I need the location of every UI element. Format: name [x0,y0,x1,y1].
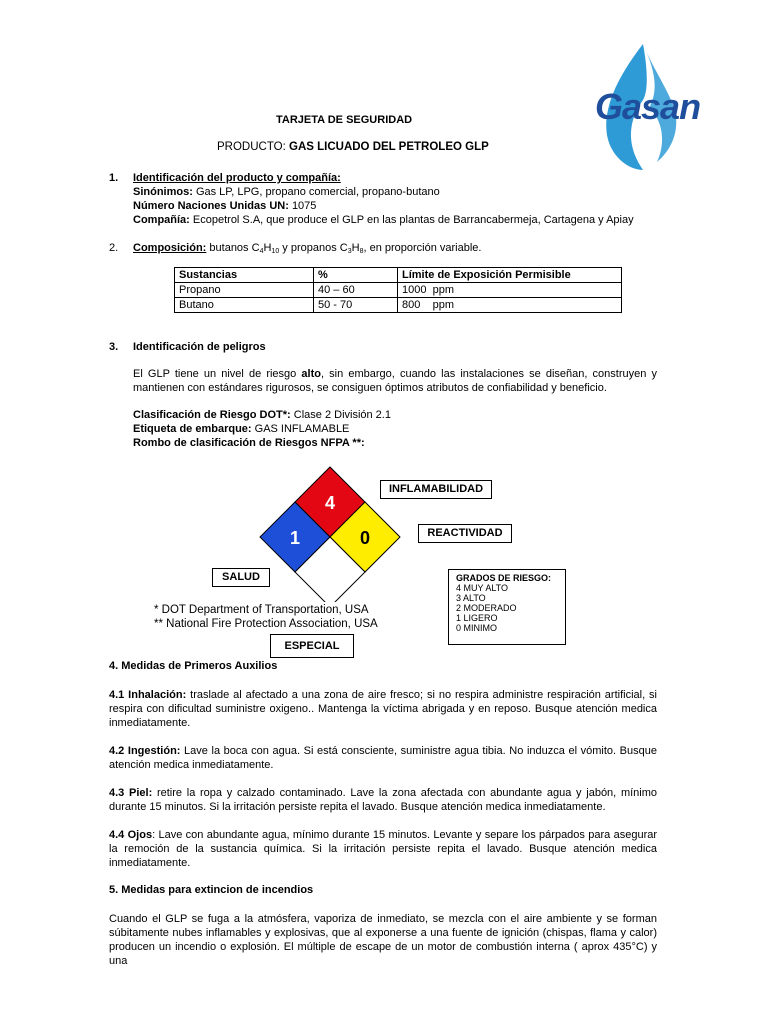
table-cell: 800 ppm [398,298,622,313]
dot-classification-line [133,409,391,421]
section3-heading: Identificación de peligros [133,341,266,353]
formula-subscript: 8 [359,248,364,255]
first-aid-text: retire la ropa y calzado contaminado. Lave la zona afectada con abundante agua y jabón, mínimo durante 15 minutos. Si la irritación persiste repita el lavado. Busque atención medica inmediatamente. [109,787,658,813]
nfpa-label: Rombo de clasificación de Riesgos NFPA **: [133,437,365,449]
un-number-label: Número Naciones Unidas UN: [133,200,289,212]
company-line [133,214,634,226]
composition-text: butanos C [209,242,260,254]
section5-heading: 5. Medidas para extincion de incendios [109,884,314,896]
footnote-nfpa: ** National Fire Protection Association, USA [154,618,378,630]
document-title: TARJETA DE SEGURIDAD [276,114,413,126]
composition-text: H [351,242,360,254]
composition-table [174,267,622,313]
composition-text: , en proporción variable. [363,242,482,254]
composition-text: y propanos C [279,242,348,254]
formula-subscript: 4 [259,248,264,255]
risk-grades-box [448,569,566,645]
hazard-level: alto [301,368,321,380]
table-header: Sustancias [175,268,314,283]
nfpa-reactivity-value: 0 [359,528,371,548]
first-aid-text: Lave la boca con agua. Si está consciente, suministre agua tibia. No induzca el vómito. Busque atención medica inmediatamente. [109,745,657,771]
risk-grade-item: 3 ALTO [456,593,486,603]
section1-heading: Identificación del producto y compañía: [133,172,341,184]
special-label-box: ESPECIAL [270,634,354,658]
composition-label: Composición: [133,242,207,254]
synonyms-value: Gas LP, LPG, propano comercial, propano-butano [195,186,440,198]
synonyms-label: Sinónimos: [133,186,193,198]
risk-grade-item: 0 MINIMO [456,623,498,633]
reactivity-label-box: REACTIVIDAD [418,524,512,543]
table-cell: Butano [175,298,314,313]
risk-grade-item: 2 MODERADO [456,603,517,613]
risk-grade-item: 1 LIGERO [456,613,498,623]
first-aid-text: traslade al afectado a una zona de aire fresco; si no respira administre respiración artificial, si respira con dificultad suministre oxigeno.. Mantenga la víctima abrigada y en reposo. Busque atención medica inmediatamente. [109,689,657,729]
nfpa-health-value: 1 [289,528,301,548]
dot-label: Clasificación de Riesgo DOT*: [133,409,291,421]
table-row [175,283,622,298]
first-aid-inhalation [109,688,657,730]
table-cell: 40 – 60 [314,283,398,298]
formula-subscript: 3 [347,248,352,255]
hazard-text: , sin embargo, cuando las instalaciones se diseñan, construyen y mantienen con estándares rigurosos, se consiguen óptimos atributos de confiabilidad y beneficio. [133,368,657,394]
hazard-paragraph [133,367,657,395]
table-cell: 50 - 70 [314,298,398,313]
dot-value: Clase 2 División 2.1 [293,409,391,421]
product-line [217,141,489,153]
first-aid-eyes [109,828,657,870]
table-row [175,298,622,313]
first-aid-label: 4.3 Piel: [109,787,153,799]
first-aid-label: 4.2 Ingestión: [109,745,181,757]
logo-text: Gasan [595,86,701,127]
section1-number: 1. [109,172,119,184]
health-label-box: SALUD [212,568,270,587]
shipping-value: GAS INFLAMABLE [254,423,350,435]
table-cell: 1000 ppm [398,283,622,298]
first-aid-text: : Lave con abundante agua, mínimo durante 15 minutos. Levante y separe los párpados para asegurar la remoción de la sustancia química. Si la irritación persiste repita el lavado. Busque atención medica inmediatamente. [109,829,658,869]
composition-text: H [263,242,272,254]
section2-number: 2. [109,242,119,254]
composition-line [133,242,481,255]
shipping-label-line [133,423,349,435]
shipping-label: Etiqueta de embarque: [133,423,252,435]
company-value: Ecopetrol S.A, que produce el GLP en las plantas de Barrancabermeja, Cartagena y Apiay [192,214,634,226]
table-header-row [175,268,622,283]
table-header: Límite de Exposición Permisible [398,268,622,283]
table-header: % [314,268,398,283]
un-number-value: 1075 [291,200,317,212]
first-aid-ingestion [109,744,657,772]
product-name: GAS LICUADO DEL PETROLEO GLP [289,141,489,153]
risk-grades-title: GRADOS DE RIESGO: [456,573,552,583]
first-aid-label: 4.4 Ojos [109,829,153,841]
company-label: Compañía: [133,214,190,226]
synonyms-line [133,186,440,198]
formula-subscript: 10 [271,248,280,255]
risk-grade-item: 4 MUY ALTO [456,583,509,593]
hazard-text: El GLP tiene un nivel de riesgo [133,368,302,380]
first-aid-skin [109,786,657,814]
fire-fighting-paragraph: Cuando el GLP se fuga a la atmósfera, vaporiza de inmediato, se mezcla con el aire ambiente y se forman súbitamente nubes inflamables y explosivas, que al exponerse a una fuente de ignición (chispas, flama y calor) producen un incendio o explosión. El múltiple de escape de un motor de combustión interna ( aprox 435°C) y una [109,913,657,967]
product-label: PRODUCTO: [217,141,286,153]
flammability-label-box: INFLAMABILIDAD [380,480,492,499]
un-number-line [133,200,316,212]
footnote-dot: * DOT Department of Transportation, USA [154,604,369,616]
section3-number: 3. [109,341,119,353]
first-aid-label: 4.1 Inhalación: [109,689,187,701]
nfpa-flammability-value: 4 [324,493,336,513]
section4-heading: 4. Medidas de Primeros Auxilios [109,660,278,672]
company-logo [585,40,703,172]
table-cell: Propano [175,283,314,298]
